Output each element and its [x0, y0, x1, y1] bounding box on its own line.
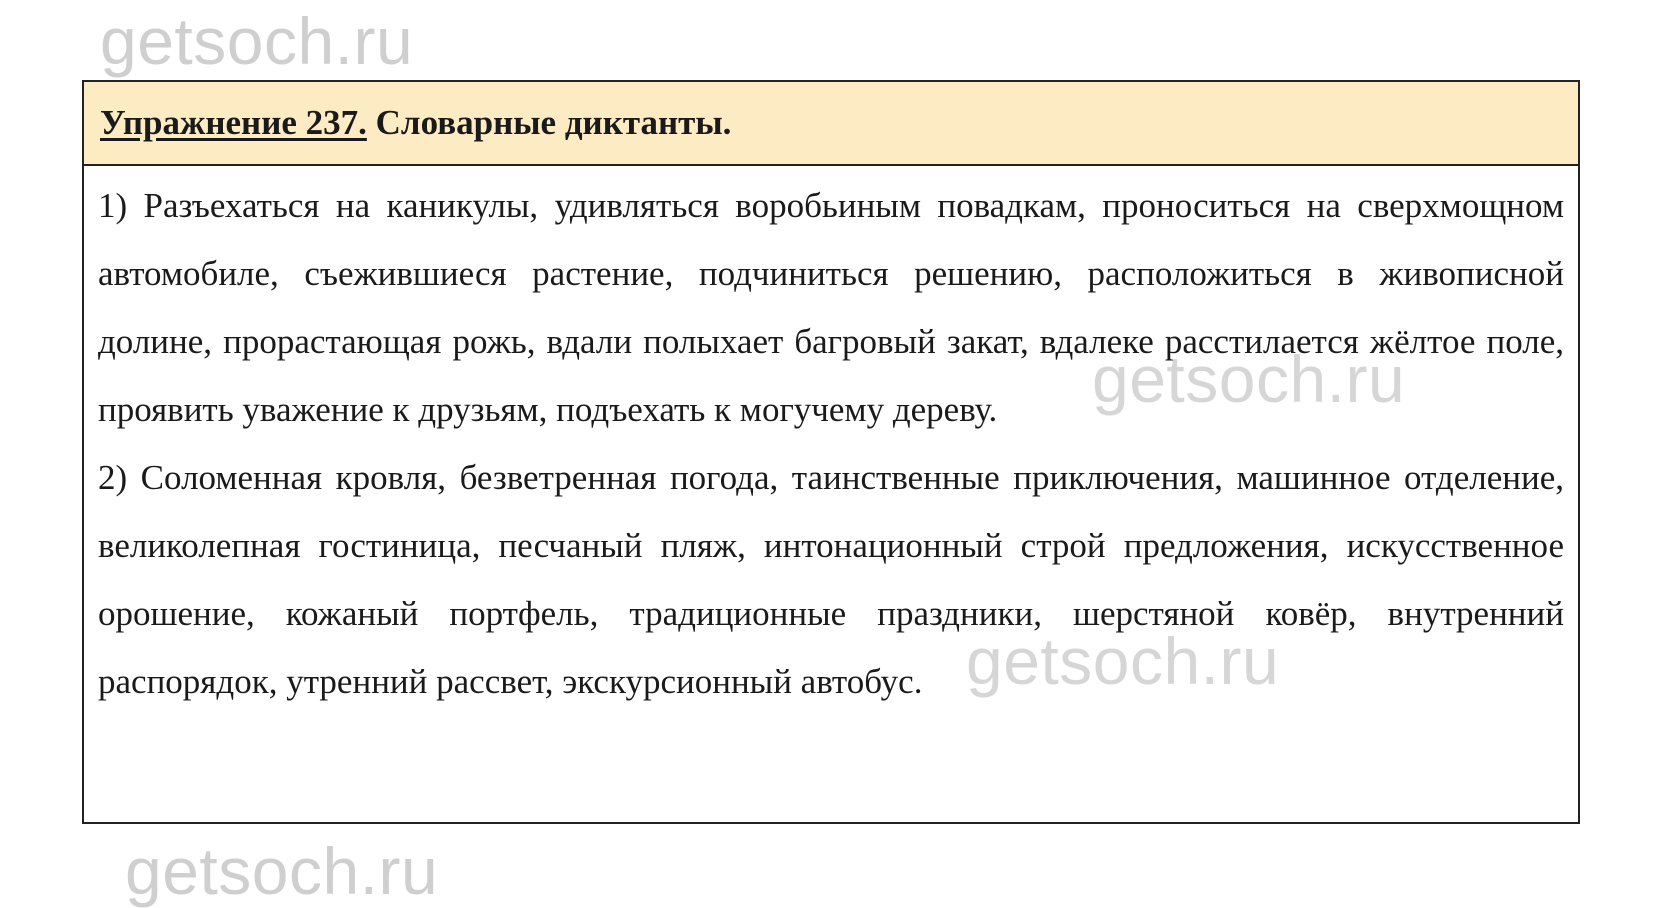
watermark-bottom: getsoch.ru: [125, 834, 439, 908]
exercise-number: Упражнение 237.: [100, 103, 367, 142]
dictation-paragraph-1: 1) Разъехаться на каникулы, удивляться воробьиным повадкам, проноситься на сверхмощном автомобиле, съежившиеся растение, подчиниться решению, расположиться в живописной долине, прорастающая рожь, вдали полыхает багровый закат, вдалеке расстилается жёлтое поле, проявить уважение к друзьям, подъехать к могучему дереву.: [98, 186, 1564, 429]
dictation-paragraph-2: 2) Соломенная кровля, безветренная погода, таинственные приключения, машинное отделение, великолепная гостиница, песчаный пляж, интонационный строй предложения, искусственное орошение, кожаный портфель, традиционные праздники, шерстяной ковёр, внутренний распорядок, утренний рассвет, экскурсионный автобус.: [98, 458, 1564, 701]
watermark-top: getsoch.ru: [100, 4, 414, 78]
exercise-title: Словарные диктанты.: [375, 103, 732, 142]
exercise-card: [82, 80, 1580, 824]
exercise-header: [84, 82, 1578, 166]
watermark-middle-1: getsoch.ru: [1092, 342, 1406, 416]
watermark-middle-2: getsoch.ru: [966, 624, 1280, 698]
exercise-content: [84, 166, 1578, 716]
